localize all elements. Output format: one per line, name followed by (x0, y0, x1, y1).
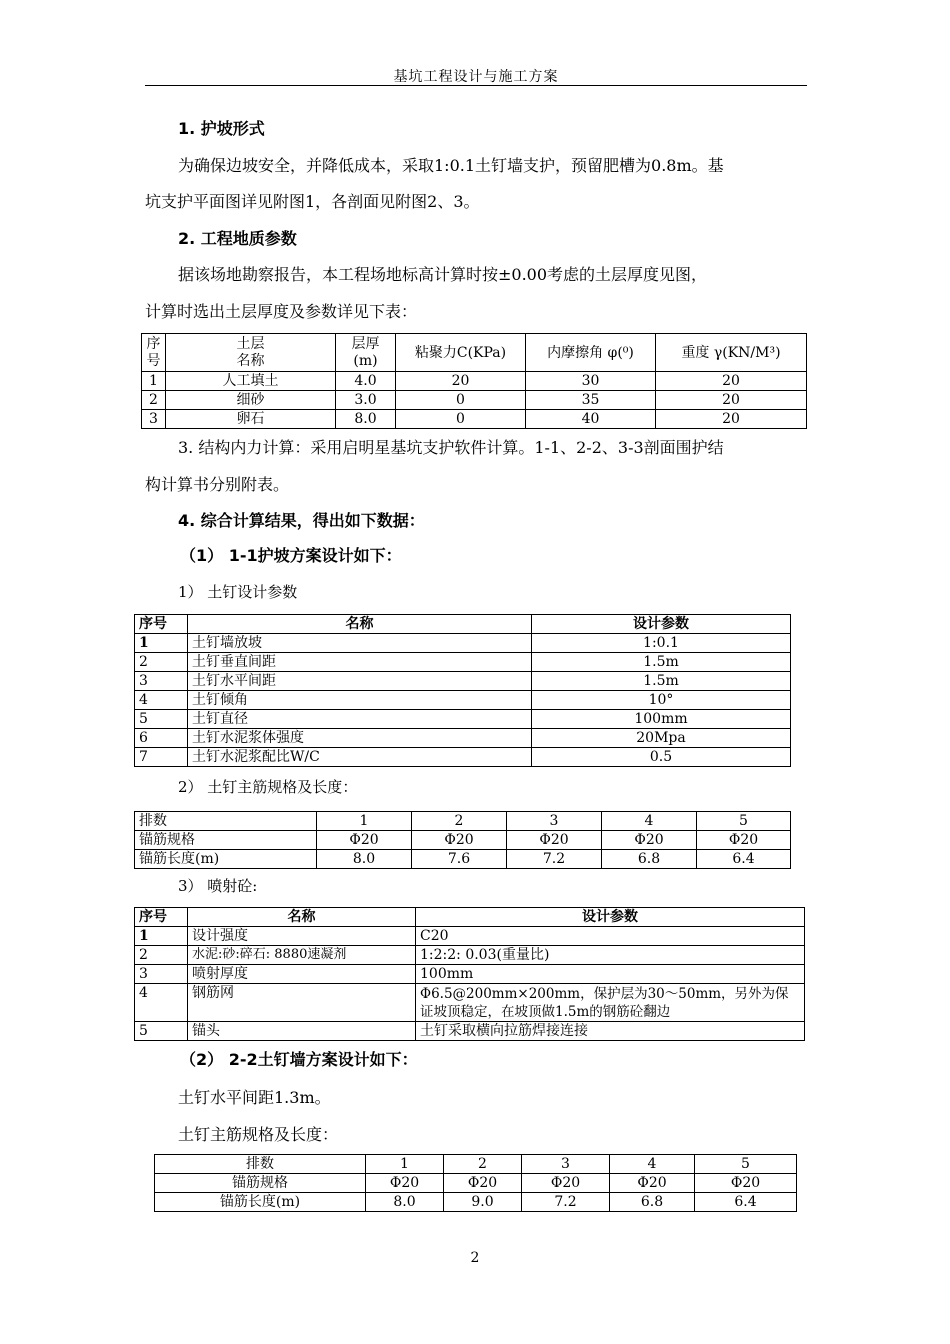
cell: 6.8 (602, 850, 697, 869)
cell: 3 (135, 672, 188, 691)
cell: 7.2 (507, 850, 602, 869)
cell: 锚筋长度(m) (135, 850, 317, 869)
section-3-line-1: 3. 结构内力计算：采用启明星基坑支护软件计算。1-1、2-2、3-3剖面围护结 (178, 438, 724, 457)
cell: 排数 (135, 812, 317, 831)
cell: 20 (656, 391, 807, 410)
cell: 20 (656, 372, 807, 391)
cell: 0 (396, 391, 526, 410)
nail-spacing-text: 土钉水平间距1.3m。 (178, 1088, 331, 1107)
cell: 2 (135, 653, 188, 672)
table-row (135, 748, 791, 767)
table-row (135, 672, 791, 691)
cell: 锚头 (188, 1022, 416, 1041)
cell: 35 (526, 391, 656, 410)
table-row (142, 372, 807, 391)
shotcrete-header-index: 序号 (135, 908, 188, 927)
cell: 细砂 (166, 391, 336, 410)
cell: 5 (697, 812, 791, 831)
soil-header-friction-angle: 内摩擦角 φ(⁰) (526, 334, 656, 372)
cell: C20 (416, 927, 805, 946)
nail-parameter-table (134, 614, 791, 767)
shotcrete-header-value: 设计参数 (416, 908, 805, 927)
header-divider (145, 85, 807, 86)
cell: 2 (444, 1155, 522, 1174)
cell: 4 (602, 812, 697, 831)
cell: 水泥:砂:碎石: 8880速凝剂 (188, 946, 416, 965)
cell: Φ20 (522, 1174, 610, 1193)
table-row (155, 1193, 797, 1212)
table-row (135, 831, 791, 850)
cell: 1 (317, 812, 412, 831)
table-row (135, 691, 791, 710)
soil-header-unit-weight: 重度 γ(KN/M³) (656, 334, 807, 372)
page-number: 2 (470, 1250, 480, 1266)
cell: 4.0 (336, 372, 396, 391)
section-2-line-1: 据该场地勘察报告，本工程场地标高计算时按±0.00考虑的土层厚度见图， (178, 265, 708, 284)
cell: 8.0 (366, 1193, 444, 1212)
cell: 3 (522, 1155, 610, 1174)
section-1-line-1: 为确保边坡安全，并降低成本，采取1:0.1土钉墙支护，预留肥槽为0.8m。基 (178, 156, 724, 175)
nail-header-name: 名称 (188, 615, 532, 634)
cell: 3.0 (336, 391, 396, 410)
cell: 5 (135, 1022, 188, 1041)
cell: 8.0 (336, 410, 396, 429)
cell: 土钉采取横向拉筋焊接连接 (416, 1022, 805, 1041)
cell: 1.5m (532, 672, 791, 691)
cell: 6.8 (610, 1193, 695, 1212)
table-row (135, 965, 805, 984)
cell: 3 (135, 965, 188, 984)
cell: 喷射厚度 (188, 965, 416, 984)
cell: 5 (695, 1155, 797, 1174)
soil-header-cohesion: 粘聚力C(KPa) (396, 334, 526, 372)
table-row (142, 410, 807, 429)
cell: 0.5 (532, 748, 791, 767)
cell: 土钉水平间距 (188, 672, 532, 691)
cell: Φ20 (317, 831, 412, 850)
table-row (135, 812, 791, 831)
cell: Φ20 (695, 1174, 797, 1193)
subsection-2-2-heading: （2） 2-2土钉墙方案设计如下： (180, 1050, 418, 1069)
shotcrete-header-name: 名称 (188, 908, 416, 927)
cell: 设计强度 (188, 927, 416, 946)
table-row (135, 653, 791, 672)
section-1-heading: 1. 护坡形式 (178, 119, 265, 138)
rebar-table-1 (134, 811, 791, 869)
cell: 2 (412, 812, 507, 831)
table-row (135, 710, 791, 729)
table-row (135, 927, 805, 946)
cell: 土钉直径 (188, 710, 532, 729)
rebar-spec-title-2: 土钉主筋规格及长度： (178, 1125, 339, 1144)
cell: Φ20 (412, 831, 507, 850)
nail-header-index: 序号 (135, 615, 188, 634)
cell: 人工填土 (166, 372, 336, 391)
page-header: 基坑工程设计与施工方案 (393, 69, 559, 85)
nail-params-title: 1） 土钉设计参数 (178, 583, 298, 601)
nail-header-value: 设计参数 (532, 615, 791, 634)
cell: 土钉垂直间距 (188, 653, 532, 672)
shotcrete-table (134, 907, 805, 1041)
cell: 2 (142, 391, 166, 410)
cell: 1:0.1 (532, 634, 791, 653)
cell: 排数 (155, 1155, 366, 1174)
table-row (135, 850, 791, 869)
table-row (135, 634, 791, 653)
cell: 1 (135, 634, 188, 653)
shotcrete-title: 3） 喷射砼: (178, 877, 258, 895)
section-2-heading: 2. 工程地质参数 (178, 229, 297, 248)
cell: 卵石 (166, 410, 336, 429)
cell: 1 (366, 1155, 444, 1174)
cell: 1.5m (532, 653, 791, 672)
table-row (135, 729, 791, 748)
section-4-heading: 4. 综合计算结果，得出如下数据： (178, 511, 425, 530)
cell: Φ20 (507, 831, 602, 850)
cell: 6.4 (697, 850, 791, 869)
cell: 7.2 (522, 1193, 610, 1212)
cell: 20 (656, 410, 807, 429)
cell: 锚筋长度(m) (155, 1193, 366, 1212)
section-1-line-2: 坑支护平面图详见附图1，各剖面见附图2、3。 (145, 192, 480, 211)
section-3-line-2: 构计算书分别附表。 (145, 475, 290, 494)
cell: 6.4 (695, 1193, 797, 1212)
section-2-line-2: 计算时选出土层厚度及参数详见下表： (145, 302, 418, 321)
cell: 7.6 (412, 850, 507, 869)
cell: 3 (142, 410, 166, 429)
cell: 锚筋规格 (135, 831, 317, 850)
subsection-1-1-heading: （1） 1-1护坡方案设计如下： (180, 546, 402, 565)
cell: 30 (526, 372, 656, 391)
cell: 土钉水泥浆配比W/C (188, 748, 532, 767)
cell: 40 (526, 410, 656, 429)
cell: 8.0 (317, 850, 412, 869)
cell: 20 (396, 372, 526, 391)
cell: 4 (610, 1155, 695, 1174)
cell: 3 (507, 812, 602, 831)
rebar-spec-title-1: 2） 土钉主筋规格及长度： (178, 778, 358, 796)
cell: 钢筋网 (188, 984, 416, 1022)
cell: 4 (135, 984, 188, 1022)
rebar-table-2 (154, 1154, 797, 1212)
cell: 2 (135, 946, 188, 965)
cell: 1 (135, 927, 188, 946)
cell: Φ6.5@200mm×200mm，保护层为30～50mm，另外为保证坡顶稳定，在坡顶做1.5m的钢筋砼翻边 (416, 984, 805, 1022)
cell: 10° (532, 691, 791, 710)
cell: 土钉倾角 (188, 691, 532, 710)
cell: 1 (142, 372, 166, 391)
table-row (135, 946, 805, 965)
cell: 土钉墙放坡 (188, 634, 532, 653)
cell: Φ20 (697, 831, 791, 850)
cell: 9.0 (444, 1193, 522, 1212)
cell: 锚筋规格 (155, 1174, 366, 1193)
cell: Φ20 (602, 831, 697, 850)
cell: 1:2:2: 0.03(重量比) (416, 946, 805, 965)
cell: 4 (135, 691, 188, 710)
cell: 土钉水泥浆体强度 (188, 729, 532, 748)
table-row (135, 984, 805, 1022)
cell: Φ20 (366, 1174, 444, 1193)
table-row (142, 391, 807, 410)
soil-parameter-table (141, 333, 807, 429)
soil-header-name: 土层 名称 (166, 334, 336, 372)
cell: 7 (135, 748, 188, 767)
table-row (155, 1155, 797, 1174)
cell: Φ20 (610, 1174, 695, 1193)
table-row (155, 1174, 797, 1193)
cell: Φ20 (444, 1174, 522, 1193)
cell: 6 (135, 729, 188, 748)
cell: 5 (135, 710, 188, 729)
table-row (135, 1022, 805, 1041)
cell: 0 (396, 410, 526, 429)
cell: 100mm (416, 965, 805, 984)
cell: 100mm (532, 710, 791, 729)
cell: 20Mpa (532, 729, 791, 748)
soil-header-thickness: 层厚 (m) (336, 334, 396, 372)
soil-header-index: 序 号 (142, 334, 166, 372)
